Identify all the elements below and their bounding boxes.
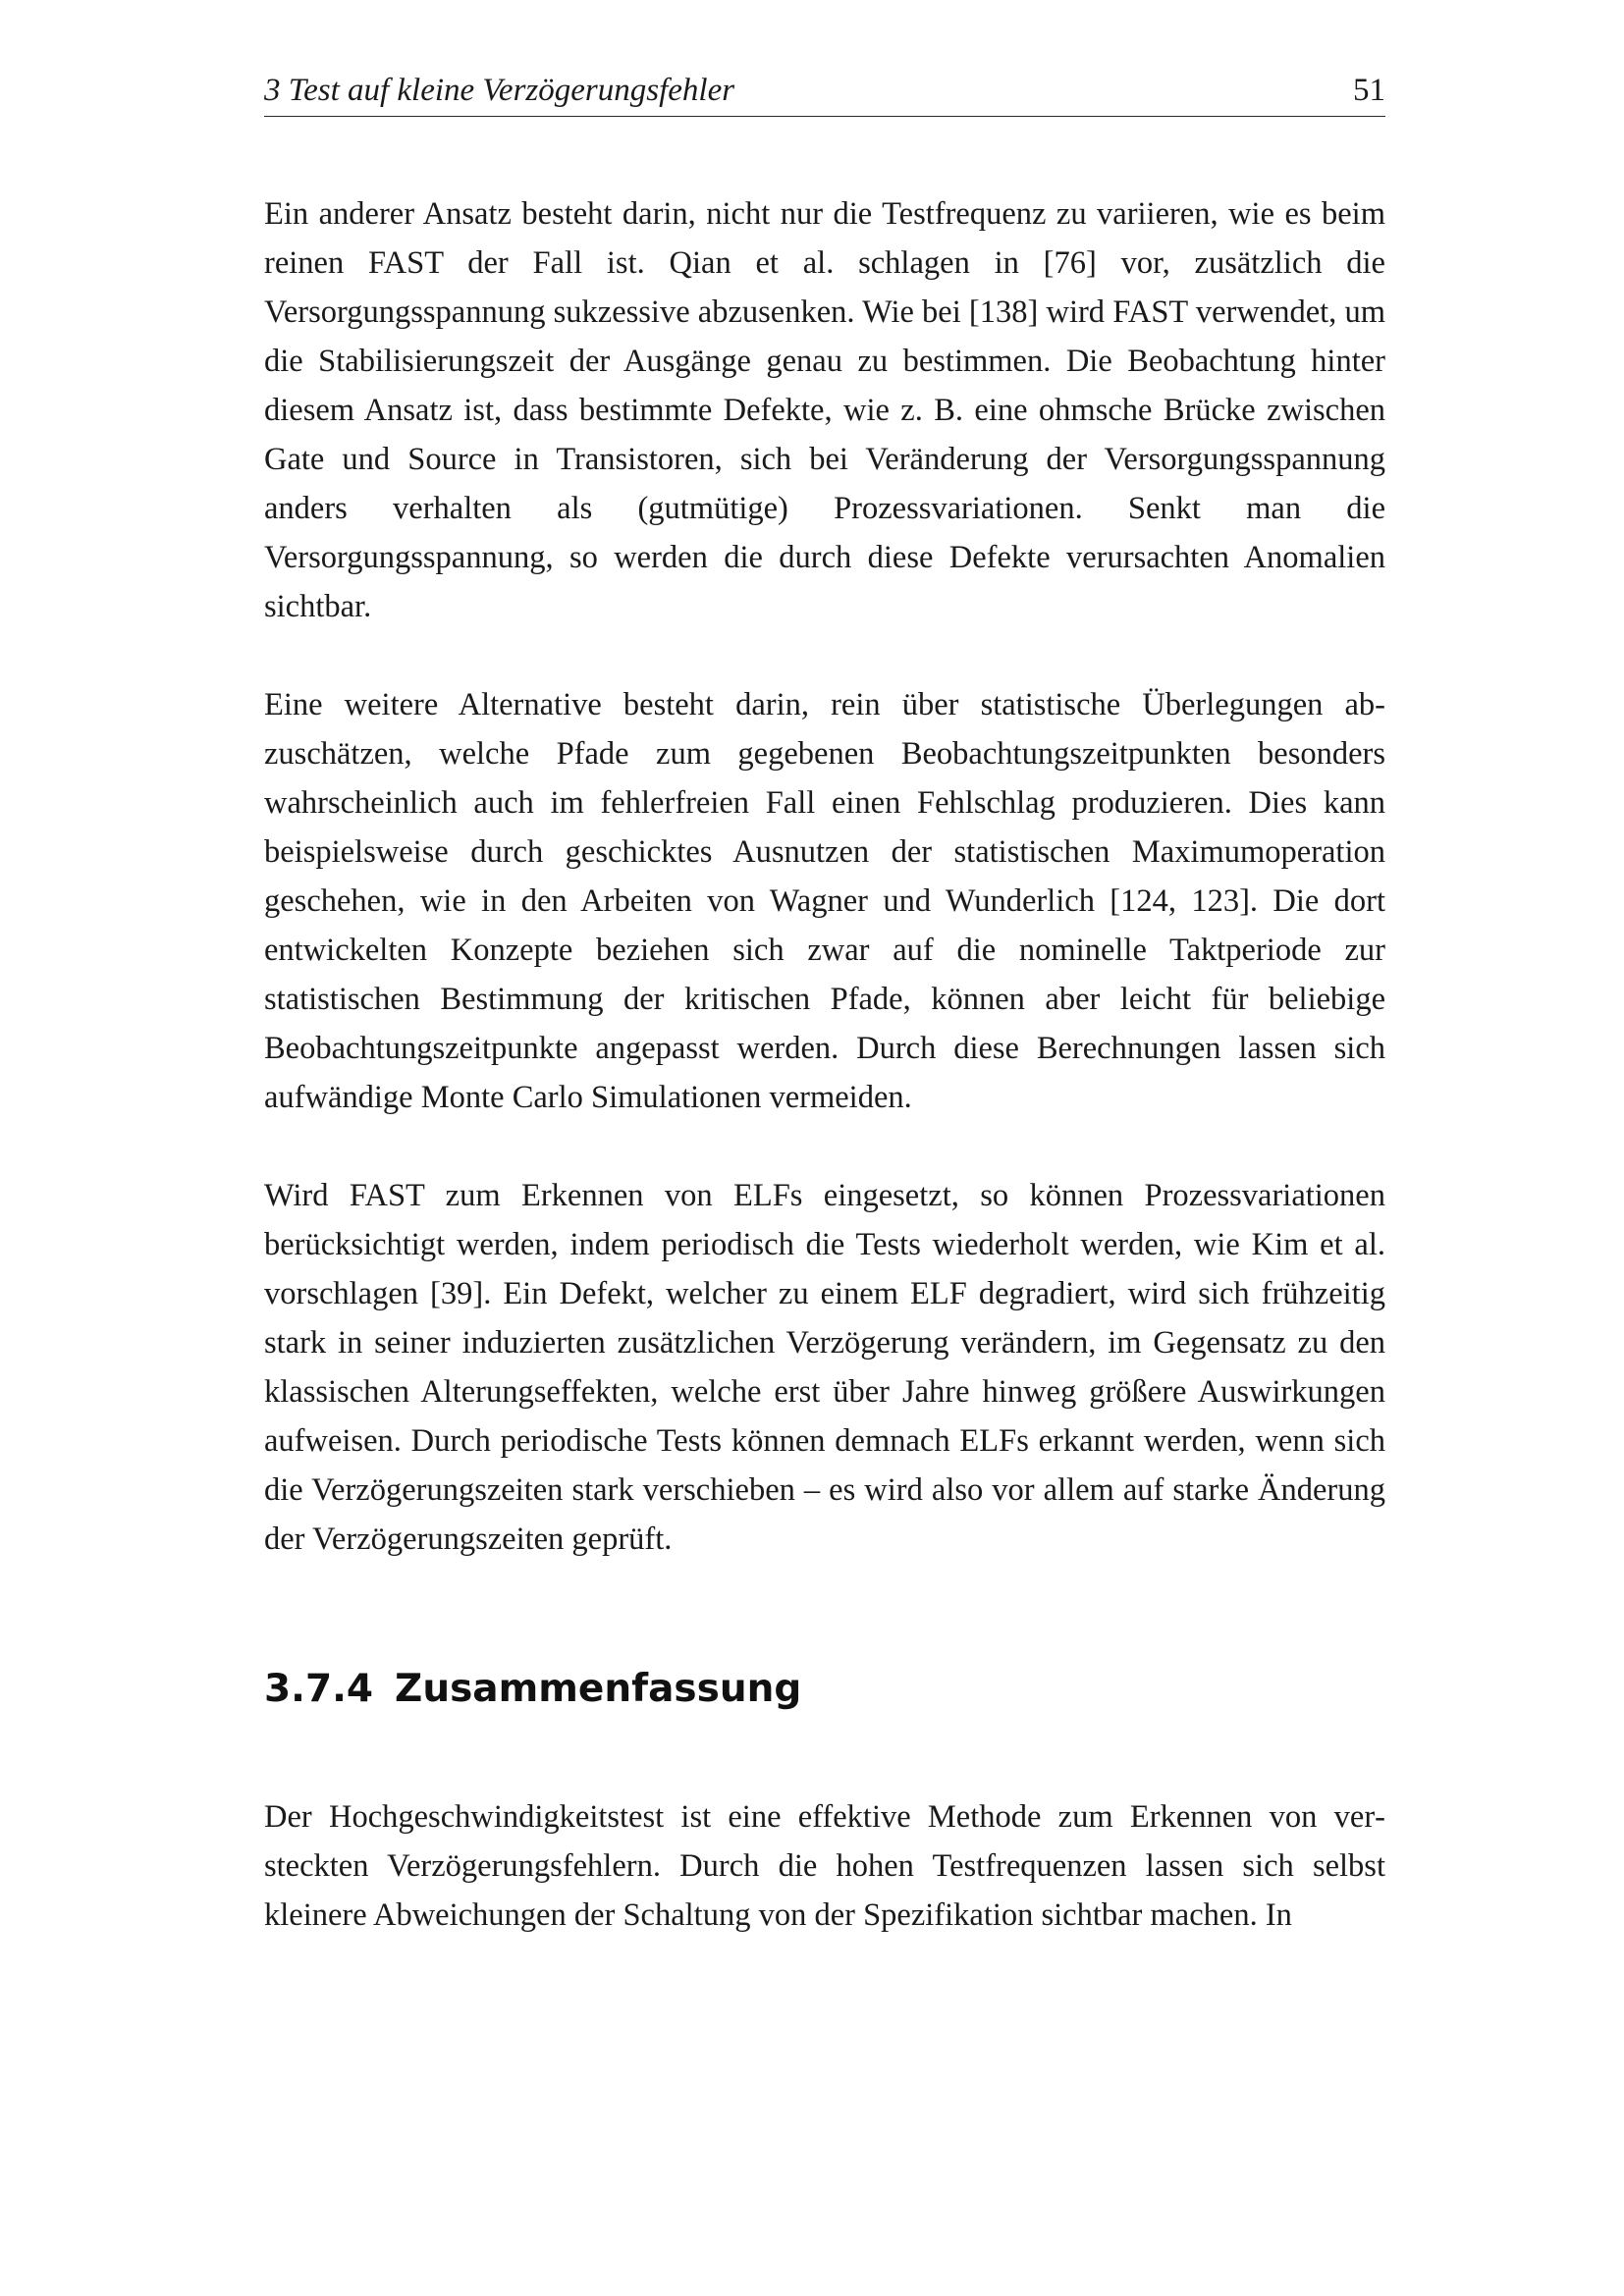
section-title: Zusammenfassung: [395, 1667, 802, 1711]
section-heading: [264, 1665, 801, 1714]
paragraph-2: Eine weitere Alternative besteht darin, rein über statistische Überlegungen abzuschätzen, welche Pfade zum gegebenen Beobachtungszeitpunkten besonders wahrscheinlich auch im fehlerfreien Fall einen Fehlschlag produzieren. Dies kann beispielsweise durch geschicktes Ausnutzen der statistischen Maximumoperation geschehen, wie in den Arbeiten von Wagner und Wunderlich [124, 123]. Die dort entwickelten Konzepte beziehen sich zwar auf die nominelle Taktperiode zur statistischen Bestimmung der kritischen Pfade, können aber leicht für beliebige Beobachtungszeitpunkte angepasst werden. Durch diese Berechnungen lassen sich aufwändige Monte Carlo Simulationen vermeiden.: [264, 687, 1385, 1115]
paragraph-4: Der Hochgeschwindigkeitstest ist eine effektive Methode zum Erkennen von versteckten Verzögerungsfehlern. Durch die hohen Testfrequenzen lassen sich selbst kleinere Abweichungen der Schaltung von der Spezifikation sichtbar machen. In: [264, 1799, 1385, 1933]
page-number: 51: [1353, 73, 1385, 108]
document-page: [264, 0, 1385, 2296]
chapter-title: 3 Test auf kleine Verzögerungsfehler: [264, 73, 735, 108]
paragraph-1: Ein anderer Ansatz besteht darin, nicht nur die Testfrequenz zu variieren, wie es beim reinen FAST der Fall ist. Qian et al. schlagen in [76] vor, zusätzlich die Versorgungsspannung sukzessive abzusenken. Wie bei [138] wird FAST verwendet, um die Stabilisierungszeit der Ausgänge genau zu bestimmen. Die Beobachtung hinter diesem Ansatz ist, dass bestimmte Defekte, wie z. B. eine ohmsche Brücke zwischen Gate und Source in Transistoren, sich bei Veränderung der Versorgungsspannung anders verhalten als (gutmütige) Prozessvariationen. Senkt man die Versorgungsspannung, so werden die durch diese Defekte verursachten Anomalien sichtbar.: [264, 196, 1385, 624]
section-number: 3.7.4: [264, 1667, 374, 1711]
running-header: [264, 71, 1385, 117]
paragraph-3: Wird FAST zum Erkennen von ELFs eingesetzt, so können Prozessvariationen berücksichtigt werden, indem periodisch die Tests wiederholt werden, wie Kim et al. vorschlagen [39]. Ein Defekt, welcher zu einem ELF degradiert, wird sich frühzeitig stark in seiner induzierten zusätzlichen Verzögerung verändern, im Gegensatz zu den klassischen Alterungseffekten, welche erst über Jahre hinweg größere Auswirkungen aufweisen. Durch periodische Tests können demnach ELFs erkannt werden, wenn sich die Verzögerungszeiten stark verschieben – es wird also vor allem auf starke Änderung der Verzögerungszeiten geprüft.: [264, 1178, 1385, 1557]
